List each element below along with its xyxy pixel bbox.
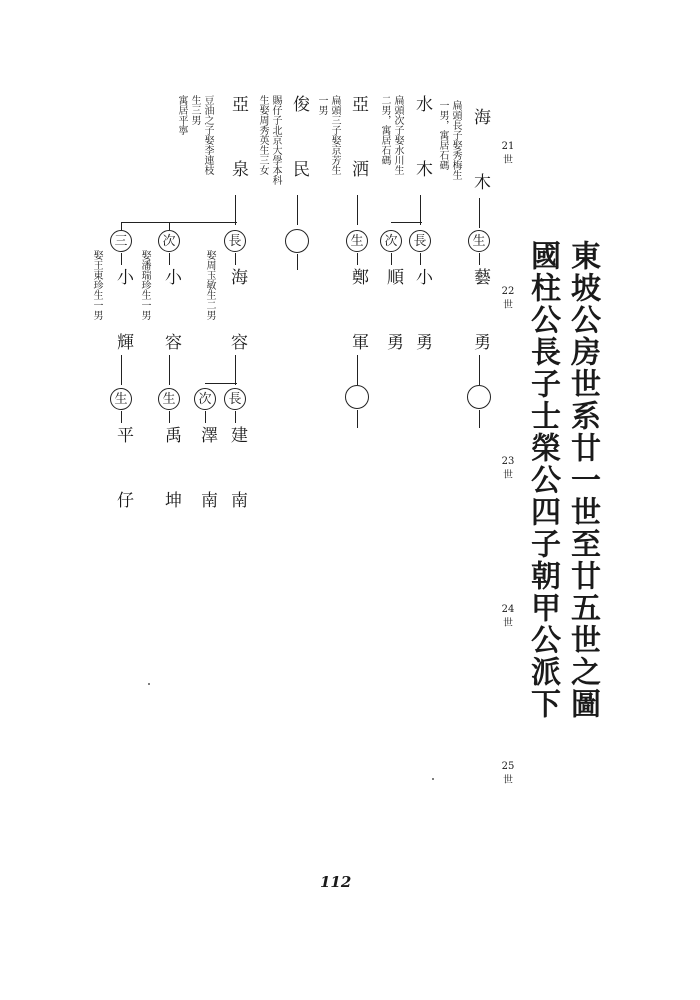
badge-zhengjun: 生: [346, 230, 368, 252]
link-hairong-children: [205, 383, 237, 384]
link-shuimu-children: [391, 222, 422, 223]
person-hairong-note: 娶周玉敏生二男: [204, 250, 215, 320]
person-xiaohui: 小 輝: [113, 268, 133, 364]
link-xiaoyong-name: [420, 253, 421, 265]
link-yukun-name: [169, 411, 170, 423]
link-pingzai-name: [121, 411, 122, 423]
link-hairong-child: [235, 355, 236, 385]
generation-marker-22: 22 世: [501, 286, 515, 311]
generation-marker-21: 21 世: [501, 141, 515, 166]
person-haimu: 海 木: [470, 108, 490, 204]
person-xiaorong: 小 容: [161, 268, 181, 364]
link-yiyong-name: [479, 253, 480, 265]
link-yaquan-child3: [121, 222, 122, 230]
badge-pingzai: 生: [110, 388, 132, 410]
link-shuimu: [420, 195, 421, 225]
person-xiaorong-note: 娶潘瑞珍生一男: [139, 250, 150, 320]
badge-hairong: 長: [224, 230, 246, 252]
person-shuimu-note: 扁頭次子娶水川生 二男，寓居石碼: [379, 95, 403, 175]
link-jiannan-name: [235, 411, 236, 423]
link-xiaorong-child: [169, 355, 170, 385]
link-zhengjun-name: [357, 253, 358, 265]
badge-shunyong: 次: [380, 230, 402, 252]
link-yasa: [357, 195, 358, 225]
empty-circle-zhengjun-child: [345, 385, 369, 409]
person-shuimu: 水 木: [412, 95, 432, 191]
person-jiannan: 建 南: [227, 426, 247, 522]
person-yasa-note: 扁頭三子娶京芳生 一男: [316, 95, 340, 175]
scan-speck: [148, 683, 150, 685]
person-yaquan: 亞 泉: [228, 95, 248, 191]
empty-circle-junmin-child: [285, 229, 309, 253]
link-xiaohui-name: [121, 253, 122, 265]
person-yukun: 禹 坤: [161, 426, 181, 522]
badge-yukun: 生: [158, 388, 180, 410]
person-hairong: 海 容: [227, 268, 247, 364]
person-zenan: 澤 南: [197, 426, 217, 522]
badge-jiannan: 長: [224, 388, 246, 410]
link-yiyong-child: [479, 355, 480, 385]
person-xiaoyong: 小 勇: [412, 268, 432, 364]
scan-speck: [432, 778, 434, 780]
link-junmin-child-stub: [297, 254, 298, 270]
generation-marker-23: 23 世: [501, 456, 515, 481]
link-yaquan: [235, 195, 236, 225]
link-xiaorong-name: [169, 253, 170, 265]
person-yaquan-note: 豆油之子娶李連枝 生三男 寓居平寧: [176, 95, 213, 175]
link-zenan-name: [205, 411, 206, 423]
link-haimu: [479, 198, 480, 228]
generation-marker-24: 24 世: [501, 604, 515, 629]
person-junmin: 俊 民: [289, 95, 309, 191]
link-shunyong-name: [391, 253, 392, 265]
badge-yiyong: 生: [468, 230, 490, 252]
badge-zenan: 次: [194, 388, 216, 410]
page-number: 112: [320, 873, 352, 891]
person-shunyong: 順 勇: [383, 268, 403, 364]
link-zhengjun-child: [357, 355, 358, 385]
person-pingzai: 平 仔: [113, 426, 133, 522]
generation-marker-25: 25 世: [501, 761, 515, 786]
link-yaquan-children: [121, 222, 237, 223]
person-xiaohui-note: 娶王東珍生一男: [91, 250, 102, 320]
person-yiyong: 藝 勇: [470, 268, 490, 364]
badge-xiaorong: 次: [158, 230, 180, 252]
person-yasa: 亞 洒: [348, 95, 368, 191]
link-zhengjun-grandchild-stub: [357, 410, 358, 428]
person-haimu-note: 扁頭長子娶秀梅生 一男，寓居石碼: [437, 100, 461, 180]
badge-xiaohui: 三: [110, 230, 132, 252]
person-zhengjun: 鄭 軍: [348, 268, 368, 364]
badge-xiaoyong: 長: [409, 230, 431, 252]
link-xiaohui-child: [121, 355, 122, 385]
link-hairong-name: [235, 253, 236, 265]
page-subtitle: 國柱公長子士榮公四子朝甲公派下: [525, 240, 560, 720]
empty-circle-yiyong-child: [467, 385, 491, 409]
page-title: 東坡公房世系廿一世至廿五世之圖: [565, 240, 600, 720]
link-yaquan-child2: [169, 222, 170, 230]
person-junmin-note: 賜仔子北京大學本科 生娶周秀英生三女: [257, 95, 281, 185]
link-junmin: [297, 195, 298, 225]
link-yiyong-grandchild-stub: [479, 410, 480, 428]
